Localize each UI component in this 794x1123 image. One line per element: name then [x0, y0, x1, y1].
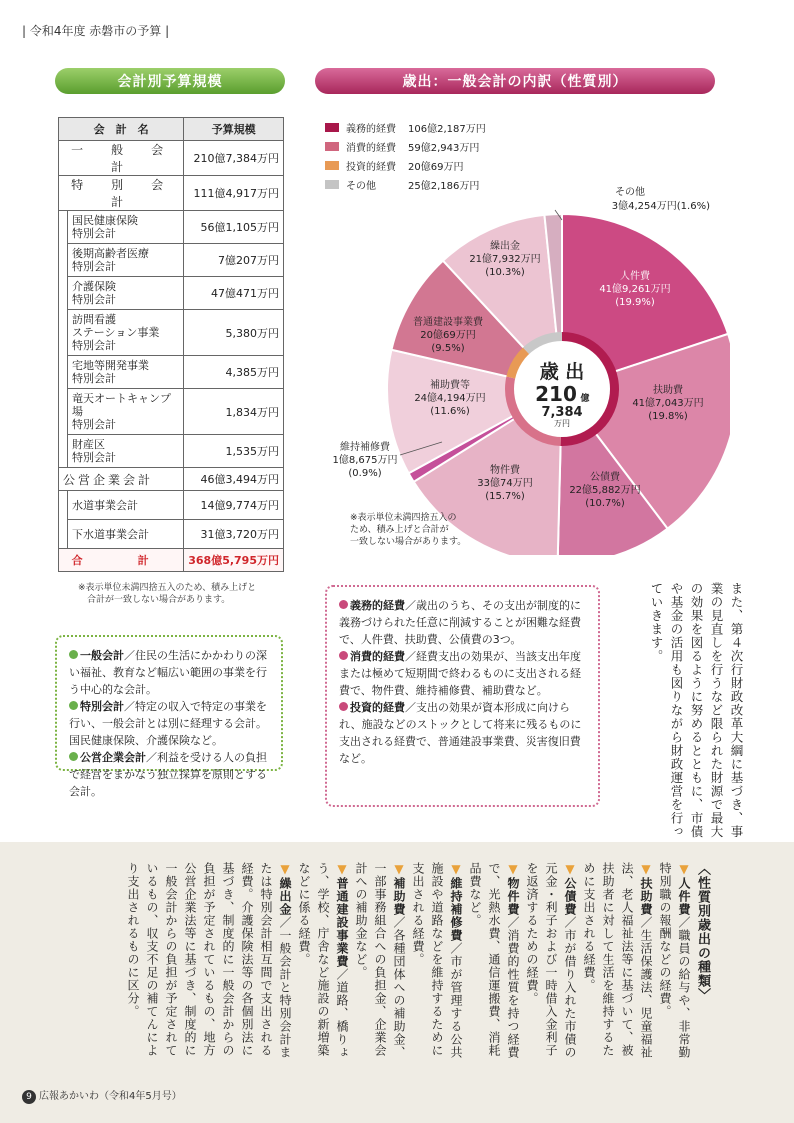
special-account-name: 特 別 会 計 [59, 176, 184, 211]
legend-name: 消費的経費 [346, 143, 396, 154]
slice-name: 繰出金 [490, 241, 520, 252]
definition-item [69, 749, 269, 800]
expense-type-term: 公債費 [563, 877, 577, 916]
slice-amount-value: 3億4,254万円 [611, 201, 677, 212]
triangle-icon: ▼ [278, 862, 292, 877]
expense-type-text: ／市が管理する公共施設や道路などを維持するために支出される経費。 [411, 862, 463, 1059]
expense-type-text: ／一般会計と特別会計または特別会計相互間で支出される経費。介護保険法等の各個別法に基づき、制度的に一般会計からの負担が予定されているもの、地方公営企業法等に基づき、制度的に一般会計からの負担が予定されているもの、収支不足の補てんにより支出されるものに区分。 [126, 862, 292, 1059]
expense-type-text: ／職員の給与や、非常勤特別職の報酬などの経費。 [658, 862, 691, 1059]
legend-name: 投資的経費 [346, 162, 396, 173]
triangle-icon: ▼ [506, 862, 520, 877]
legend-item [325, 137, 486, 156]
indent-cell [59, 491, 68, 520]
triangle-icon: ▼ [563, 862, 577, 877]
definition-text: ／特定の収入で特定の事業を行い、一般会計とは別に経理する会計。国民健康保険、介護保険など。 [69, 700, 267, 747]
indent-cell [59, 310, 68, 356]
total-name: 合 計 [59, 549, 184, 572]
slice-amount [612, 199, 710, 212]
slice-percent: (10.7%) [585, 498, 625, 509]
bullet-icon [69, 752, 78, 761]
expense-type-item [351, 862, 408, 1062]
slice-percent: (10.3%) [485, 267, 525, 278]
legend-amount: 25億2,186万円 [408, 181, 480, 192]
slice-amount: 22億5,882万円 [569, 485, 641, 496]
slice-name: 人件費 [620, 271, 650, 282]
expense-type-text: ／市が借り入れた市債の元金・利子および一時借入金利子を返済するための経費。 [525, 862, 577, 1059]
slice-amount: 24億4,194万円 [414, 393, 486, 404]
definition-text: ／歳出のうち、その支出が制度的に義務づけられた任意に削減することが困難な経費で、人件費、扶助費、公債費の3つ。 [339, 599, 581, 646]
indent-cell [59, 520, 68, 549]
footer-text: 広報あかいわ（令和4年5月号） [39, 1091, 182, 1102]
expense-type-item [123, 862, 294, 1062]
col-account-name: 会 計 名 [59, 118, 184, 141]
table-note: ※表示単位未満四捨五入のため、積み上げと 合計が一致しない場合があります。 [78, 583, 257, 605]
slice-percent: (19.9%) [615, 297, 655, 308]
definition-term: 一般会計 [80, 649, 124, 662]
indent-cell [59, 277, 68, 310]
account-name: 国民健康保険 特別会計 [68, 211, 184, 244]
legend-item [325, 156, 486, 175]
table-row-public [59, 468, 284, 491]
expenditure-pie-chart [300, 180, 730, 555]
definition-item [339, 699, 586, 767]
slice-amount: 20億69万円 [420, 330, 476, 341]
col-budget-amount: 予算規模 [184, 118, 284, 141]
expenditure-breakdown-title: 歳出：一般会計の内訳（性質別） [315, 68, 715, 94]
table-row [59, 211, 284, 244]
account-definitions-box [55, 635, 283, 798]
public-account-amount: 46億3,494万円 [184, 468, 284, 491]
slice-name: 扶助費 [653, 385, 683, 396]
definition-term: 投資的経費 [350, 701, 405, 714]
slice-percent: (15.7%) [485, 491, 525, 502]
table-row [59, 277, 284, 310]
slice-percent: (9.5%) [431, 343, 465, 354]
indent-cell [59, 435, 68, 468]
bullet-icon [69, 701, 78, 710]
table-row [59, 389, 284, 435]
legend-amount: 59億2,943万円 [408, 143, 480, 154]
slice-name: その他 [615, 187, 645, 198]
expense-type-term: 普通建設事業費 [335, 877, 349, 968]
table-row [59, 310, 284, 356]
page-header: | 令和4年度 赤磐市の予算 | [22, 24, 170, 38]
triangle-icon: ▼ [335, 862, 349, 877]
table-row [59, 435, 284, 468]
general-account-name: 一 般 会 計 [59, 141, 184, 176]
account-amount: 14億9,774万円 [184, 491, 284, 520]
expense-type-item [408, 862, 465, 1062]
slice-name: 普通建設事業費 [413, 317, 483, 328]
expense-type-item [522, 862, 579, 1062]
expense-definitions-box [325, 585, 600, 807]
slice-percent: (1.6%) [676, 201, 710, 212]
expense-type-item [655, 862, 693, 1062]
center-oku: 億 [580, 394, 590, 404]
table-row-general [59, 141, 284, 176]
expense-type-item [294, 862, 351, 1062]
account-amount: 5,380万円 [184, 310, 284, 356]
definition-text: ／経費支出の効果が、当該支出年度または極めて短期間で終わるものに支出される経費で、物件費、維持補修費、補助費など。 [339, 650, 581, 697]
bullet-icon [339, 600, 348, 609]
expense-types-text [123, 862, 712, 1062]
account-name: 財産区 特別会計 [68, 435, 184, 468]
table-row [59, 491, 284, 520]
account-amount: 31億3,720万円 [184, 520, 284, 549]
definition-term: 消費的経費 [350, 650, 405, 663]
bullet-icon [339, 651, 348, 660]
slice-name: 公債費 [590, 472, 620, 483]
center-number: 210 [535, 382, 577, 406]
table-row [59, 356, 284, 389]
expense-type-term: 人件費 [677, 877, 691, 916]
definition-term: 義務的経費 [350, 599, 405, 612]
legend-swatch [325, 161, 339, 170]
definition-item [339, 648, 586, 699]
expense-type-text: ／各種団体への補助金、一部事務組合への負担金、企業会計への補助金など。 [354, 862, 406, 1059]
expense-type-text: ／生活保護法、児童福祉法、老人福祉法等に基づいて、被扶助者に対して生活を維持するために支出される経費。 [582, 862, 653, 1059]
special-account-amount: 111億4,917万円 [184, 176, 284, 211]
account-name: 訪問看護 ステーション事業 特別会計 [68, 310, 184, 356]
account-name: 介護保険 特別会計 [68, 277, 184, 310]
account-name: 竜天オートキャンプ場 特別会計 [68, 389, 184, 435]
total-amount: 368億5,795万円 [184, 549, 284, 572]
legend-amount: 106億2,187万円 [408, 124, 486, 135]
table-row [59, 244, 284, 277]
indent-cell [59, 244, 68, 277]
expense-type-term: 扶助費 [639, 877, 653, 916]
page-number: 9 [22, 1090, 36, 1104]
definition-term: 特別会計 [80, 700, 124, 713]
account-name: 後期高齢者医療 特別会計 [68, 244, 184, 277]
slice-amount: 21億7,932万円 [469, 254, 541, 265]
bullet-icon [69, 650, 78, 659]
definition-term: 公営企業会計 [80, 751, 146, 764]
expense-type-item [465, 862, 522, 1062]
budget-scale-title: 会計別予算規模 [55, 68, 285, 94]
account-name: 下水道事業会計 [68, 520, 184, 549]
expense-type-term: 繰出金 [278, 877, 292, 916]
expense-type-text: ／消費的性質を持つ経費で、光熱水費、通信運搬費、消耗品費など。 [468, 862, 520, 1059]
expense-type-text: ／道路、橋りょう、学校、庁舎など施設の新増築などに係る経費。 [297, 862, 349, 1059]
general-account-amount: 210億7,384万円 [184, 141, 284, 176]
indent-cell [59, 356, 68, 389]
slice-name: 物件費 [490, 465, 520, 476]
account-name: 宅地等開発事業 特別会計 [68, 356, 184, 389]
definition-text: ／利益を受ける人の負担で経営をまかなう独立採算を原則とする会計。 [69, 751, 267, 798]
account-amount: 1,535万円 [184, 435, 284, 468]
account-name: 水道事業会計 [68, 491, 184, 520]
account-amount: 7億207万円 [184, 244, 284, 277]
triangle-icon: ▼ [392, 862, 406, 877]
account-amount: 1,834万円 [184, 389, 284, 435]
definition-text: ／支出の効果が資本形成に向けられ、施設などのストックとして将来に残るものに支出される経費で、普通建設事業費、災害復旧費など。 [339, 701, 582, 765]
center-rest: 7,384 [541, 405, 583, 420]
triangle-icon: ▼ [639, 862, 653, 877]
definition-text: ／住民の生活にかかわりの深い福祉、教育など幅広い範囲の事業を行う中心的な会計。 [69, 649, 267, 696]
center-title: 歳 出 [539, 361, 585, 383]
legend-amount: 20億69万円 [408, 162, 464, 173]
legend-item [325, 118, 486, 137]
expense-type-item [579, 862, 655, 1062]
slice-amount: 1億8,675万円 [332, 455, 398, 466]
account-amount: 4,385万円 [184, 356, 284, 389]
legend-name: その他 [346, 181, 376, 192]
table-row [59, 520, 284, 549]
account-amount: 56億1,105万円 [184, 211, 284, 244]
table-row-special [59, 176, 284, 211]
expense-type-term: 物件費 [506, 877, 520, 916]
legend-name: 義務的経費 [346, 124, 396, 135]
slice-amount: 33億74万円 [477, 478, 533, 489]
slice-amount: 41億9,261万円 [599, 284, 671, 295]
definition-item [69, 698, 269, 749]
slice-amount: 41億7,043万円 [632, 398, 704, 409]
indent-cell [59, 211, 68, 244]
pie-note: ※表示単位未満四捨五入の ため、積み上げと合計が 一致しない場合があります。 [350, 513, 467, 547]
bullet-icon [339, 702, 348, 711]
page-footer [22, 1087, 182, 1104]
account-amount: 47億471万円 [184, 277, 284, 310]
center-unit: 万円 [554, 419, 570, 428]
expense-type-term: 維持補修費 [449, 877, 463, 942]
slice-name: 補助費等 [430, 380, 470, 391]
slice-name: 維持補修費 [340, 442, 390, 453]
slice-percent: (19.8%) [648, 411, 688, 422]
triangle-icon: ▼ [677, 862, 691, 877]
indent-cell [59, 389, 68, 435]
definition-item [69, 647, 269, 698]
expense-types-title: 〈性質別歳出の種類〉 [695, 862, 710, 1002]
legend-swatch [325, 142, 339, 151]
budget-table [58, 117, 284, 572]
expense-type-term: 補助費 [392, 877, 406, 916]
policy-paragraph: また、第４次行財政改革大綱に基づき、事業の見直しを行うなど限られた財源で最大の効果を図るように努めるとともに、市債や基金の活用も図りながら財政運営を行っていきます。 [649, 582, 744, 839]
public-account-name: 公営企業会計 [59, 468, 184, 491]
slice-percent: (0.9%) [348, 468, 382, 479]
table-header-row [59, 118, 284, 141]
table-row-total [59, 549, 284, 572]
triangle-icon: ▼ [449, 862, 463, 877]
slice-percent: (11.6%) [430, 406, 470, 417]
definition-item [339, 597, 586, 648]
legend-swatch [325, 123, 339, 132]
